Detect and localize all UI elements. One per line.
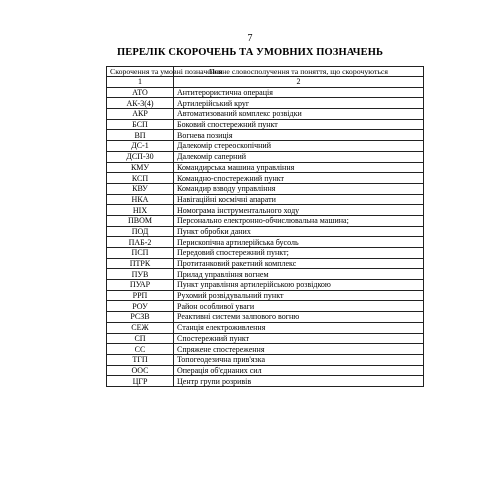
full-meaning-cell: Топогеодезична прив'язка xyxy=(174,354,424,365)
abbreviation-cell: ПВОМ xyxy=(107,215,174,226)
abbreviation-cell: ПСП xyxy=(107,248,174,259)
table-row xyxy=(107,248,424,259)
column-number-1: 1 xyxy=(107,77,174,88)
table-row xyxy=(107,269,424,280)
full-meaning-cell: Спостережний пункт xyxy=(174,333,424,344)
table-header-row xyxy=(107,67,424,77)
full-meaning-cell: Командно-спостережний пункт xyxy=(174,173,424,184)
full-meaning-cell: Реактивні системи залпового вогню xyxy=(174,312,424,323)
full-meaning-cell: Далекомір стереоскопічний xyxy=(174,141,424,152)
table-row xyxy=(107,215,424,226)
table-row xyxy=(107,322,424,333)
table-row xyxy=(107,258,424,269)
full-meaning-cell: Спряжене спостереження xyxy=(174,344,424,355)
full-meaning-cell: Передовий спостережний пункт; xyxy=(174,248,424,259)
abbreviation-cell: ПОД xyxy=(107,226,174,237)
abbreviation-cell: НІХ xyxy=(107,205,174,216)
table-row xyxy=(107,205,424,216)
full-meaning-cell: Рухомий розвідувальний пункт xyxy=(174,290,424,301)
table-row xyxy=(107,301,424,312)
table-row xyxy=(107,365,424,376)
abbreviation-cell: ДС-1 xyxy=(107,141,174,152)
full-meaning-cell: Номограма інструментального ходу xyxy=(174,205,424,216)
header-abbreviation: Скорочення та умовні позначення xyxy=(107,67,174,77)
full-meaning-cell: Район особливої уваги xyxy=(174,301,424,312)
full-meaning-cell: Прилад управління вогнем xyxy=(174,269,424,280)
abbreviation-cell: НКА xyxy=(107,194,174,205)
table-row xyxy=(107,226,424,237)
full-meaning-cell: Навігаційні космічні апарати xyxy=(174,194,424,205)
full-meaning-cell: Боковий спостережний пункт xyxy=(174,119,424,130)
abbreviation-cell: ПУАР xyxy=(107,280,174,291)
full-meaning-cell: Антитерористична операція xyxy=(174,87,424,98)
abbreviation-cell: КМУ xyxy=(107,162,174,173)
full-meaning-cell: Станція електроживлення xyxy=(174,322,424,333)
page-number: 7 xyxy=(247,33,253,44)
page-title: ПЕРЕЛІК СКОРОЧЕНЬ ТА УМОВНИХ ПОЗНАЧЕНЬ xyxy=(116,47,384,58)
full-meaning-cell: Вогнева позиція xyxy=(174,130,424,141)
abbreviation-cell: БСП xyxy=(107,119,174,130)
table-row xyxy=(107,376,424,387)
full-meaning-cell: Автоматизований комплекс розвідки xyxy=(174,109,424,120)
table-row xyxy=(107,333,424,344)
abbreviation-cell: АКР xyxy=(107,109,174,120)
table-row xyxy=(107,183,424,194)
abbreviation-cell: ПТРК xyxy=(107,258,174,269)
table-row xyxy=(107,130,424,141)
abbreviation-cell: АТО xyxy=(107,87,174,98)
full-meaning-cell: Операція об'єднаних сил xyxy=(174,365,424,376)
abbreviation-cell: РСЗВ xyxy=(107,312,174,323)
full-meaning-cell: Перископічна артилерійська бусоль xyxy=(174,237,424,248)
abbreviation-cell: ВП xyxy=(107,130,174,141)
abbreviation-cell: РРП xyxy=(107,290,174,301)
abbreviation-cell: ДСП-30 xyxy=(107,151,174,162)
full-meaning-cell: Командирська машина управління xyxy=(174,162,424,173)
table-row xyxy=(107,151,424,162)
table-row xyxy=(107,162,424,173)
abbreviation-cell: РОУ xyxy=(107,301,174,312)
abbreviation-cell: СЕЖ xyxy=(107,322,174,333)
abbreviation-cell: СП xyxy=(107,333,174,344)
full-meaning-cell: Центр групи розривів xyxy=(174,376,424,387)
table-row xyxy=(107,290,424,301)
table-row xyxy=(107,109,424,120)
table-row xyxy=(107,344,424,355)
table-row xyxy=(107,312,424,323)
full-meaning-cell: Протитанковий ракетний комплекс xyxy=(174,258,424,269)
column-number-2: 2 xyxy=(174,77,424,88)
abbreviation-cell: ЦГР xyxy=(107,376,174,387)
abbreviation-cell: ТГП xyxy=(107,354,174,365)
abbreviations-table xyxy=(106,66,424,387)
table-row xyxy=(107,87,424,98)
column-number-row xyxy=(107,77,424,88)
full-meaning-cell: Далекомір саперний xyxy=(174,151,424,162)
abbreviation-cell: АК-3(4) xyxy=(107,98,174,109)
table-row xyxy=(107,237,424,248)
full-meaning-cell: Командир взводу управління xyxy=(174,183,424,194)
full-meaning-cell: Артилерійський круг xyxy=(174,98,424,109)
abbreviation-cell: СС xyxy=(107,344,174,355)
table-row xyxy=(107,141,424,152)
table-row xyxy=(107,98,424,109)
abbreviation-cell: ПУВ xyxy=(107,269,174,280)
table-row xyxy=(107,354,424,365)
table-row xyxy=(107,194,424,205)
table-row xyxy=(107,173,424,184)
table-row xyxy=(107,119,424,130)
header-full-meaning: Повне словосполучення та поняття, що скорочуються xyxy=(174,67,424,77)
abbreviation-cell: КВУ xyxy=(107,183,174,194)
abbreviation-cell: КСП xyxy=(107,173,174,184)
abbreviation-cell: ООС xyxy=(107,365,174,376)
full-meaning-cell: Пункт обробки даних xyxy=(174,226,424,237)
abbreviation-cell: ПАБ-2 xyxy=(107,237,174,248)
full-meaning-cell: Пункт управління артилерійською розвідкою xyxy=(174,280,424,291)
table-row xyxy=(107,280,424,291)
full-meaning-cell: Персонально електронно-обчислювальна машина; xyxy=(174,215,424,226)
